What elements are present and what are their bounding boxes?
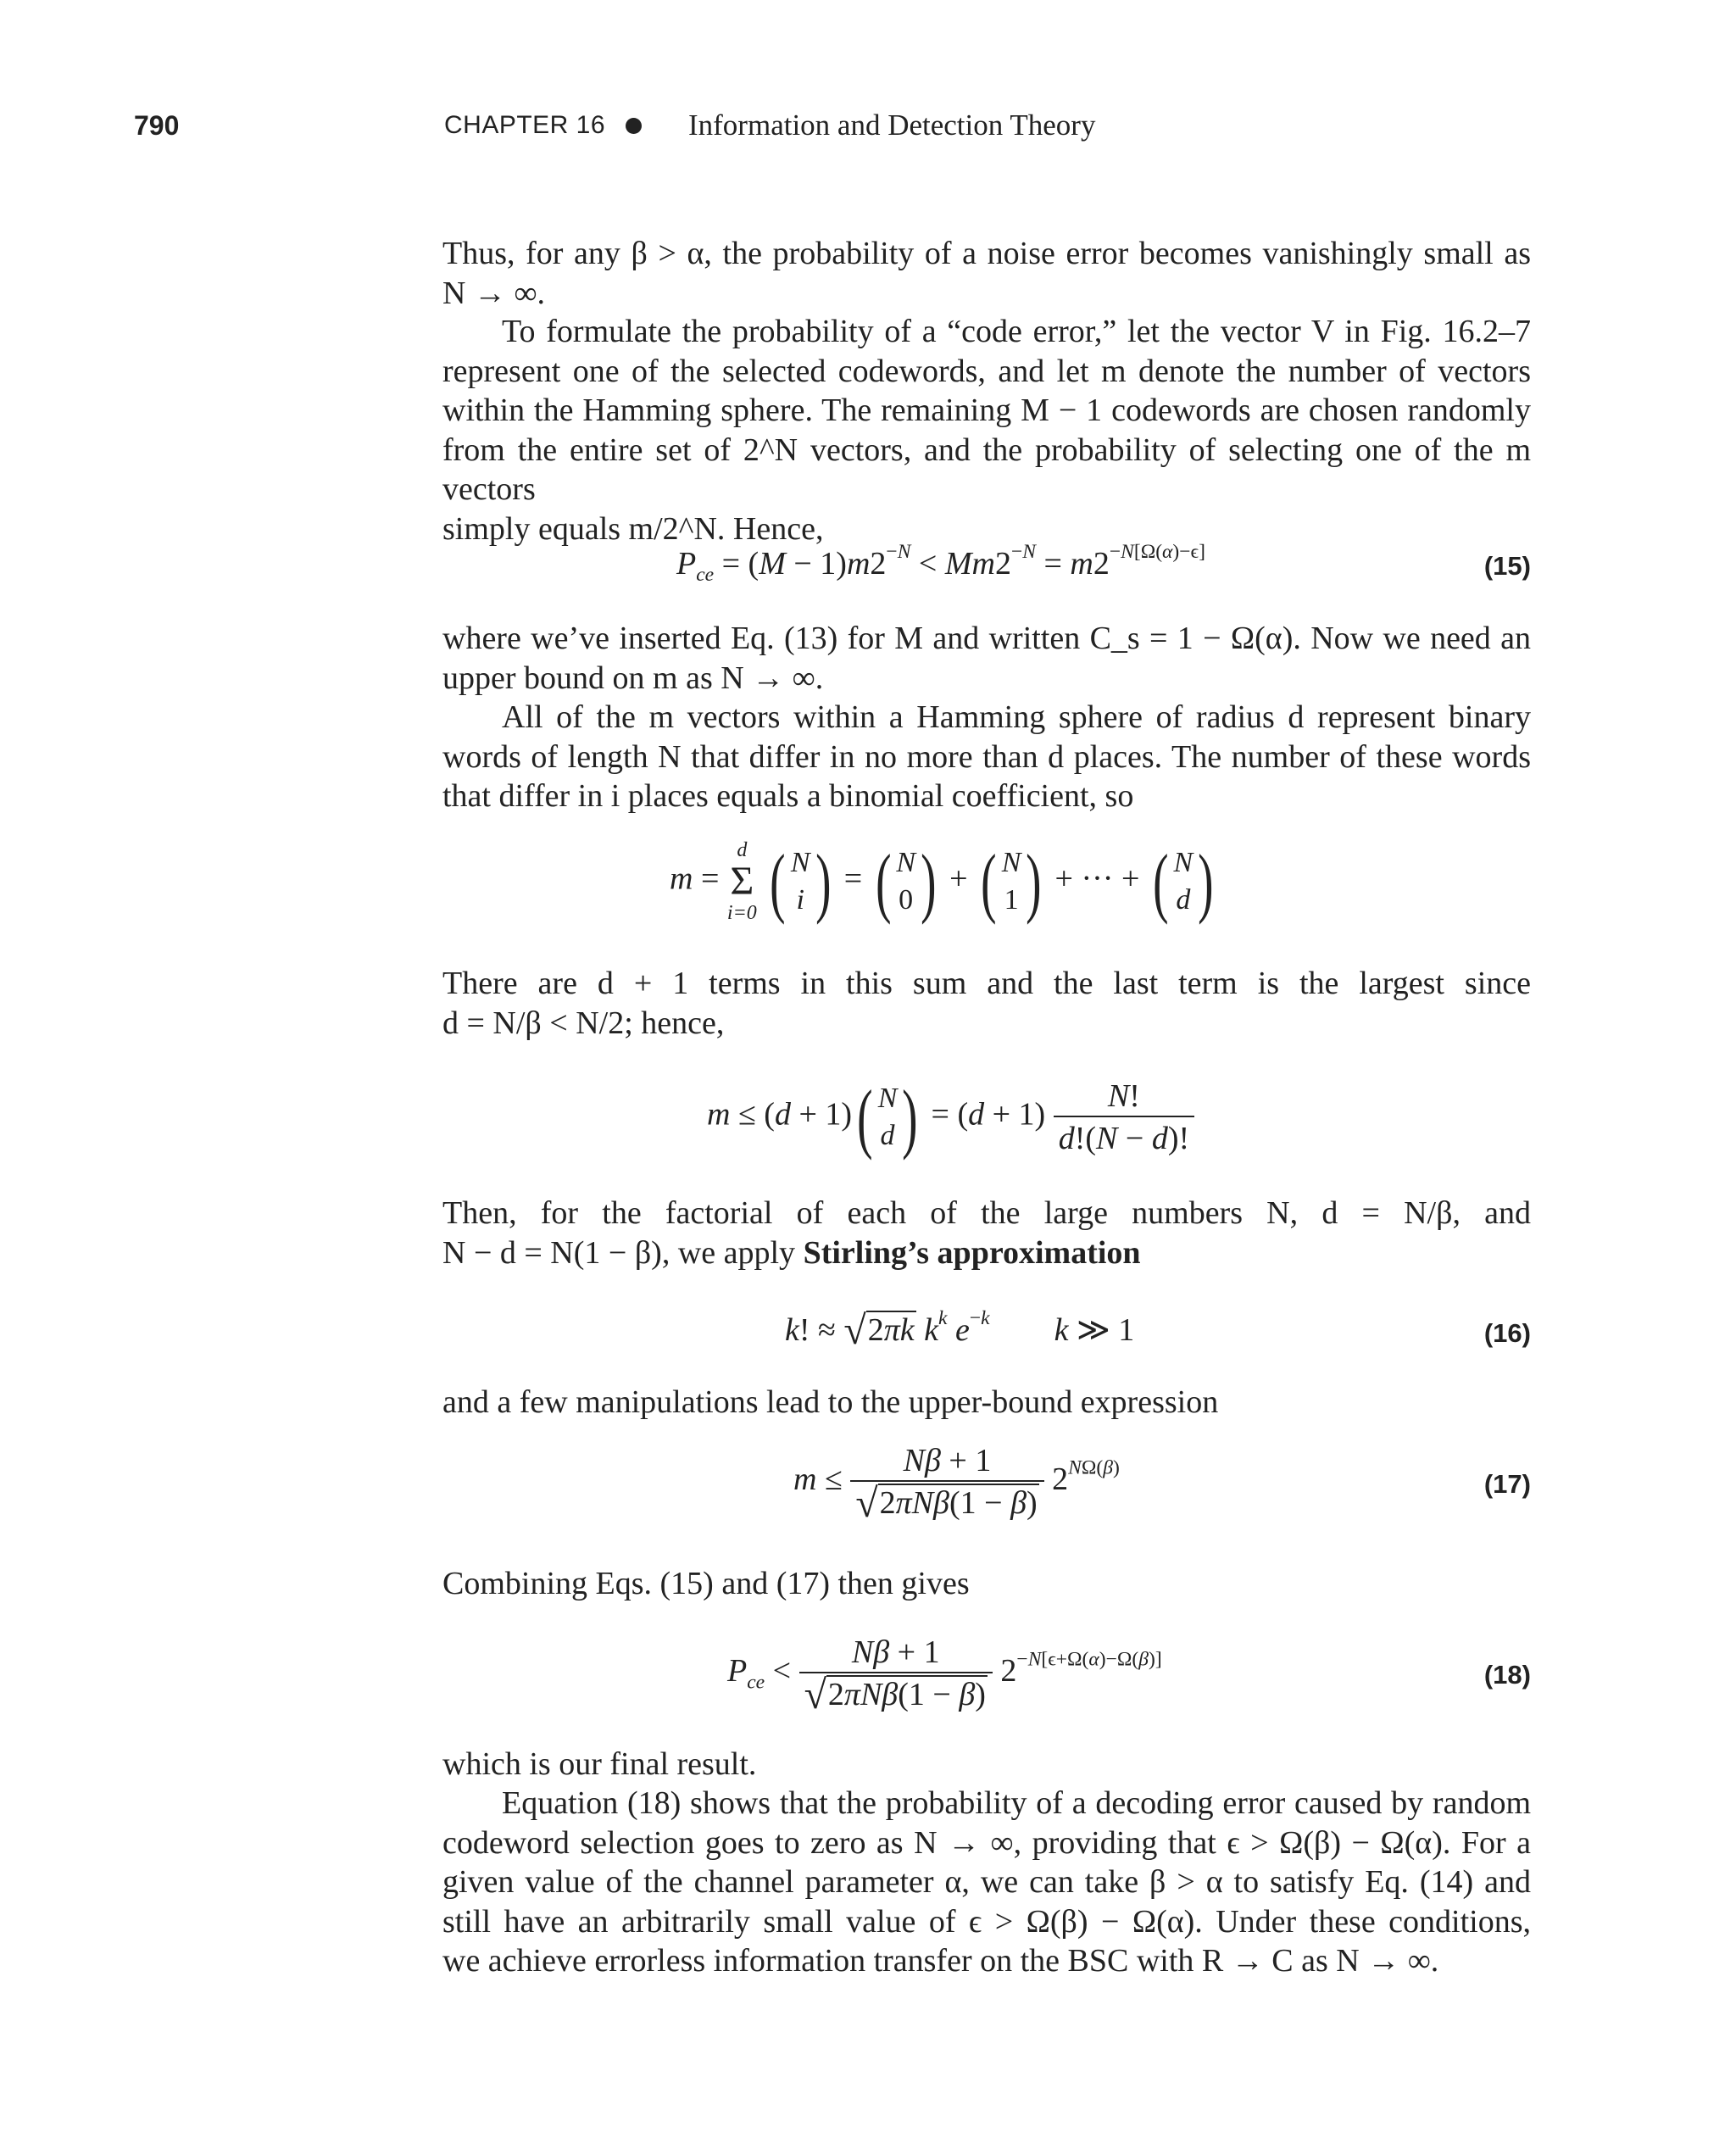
text-line: d = N/β < N/2; hence, xyxy=(442,1005,725,1041)
text-line: given value of the channel parameter α, we can take β > α to satisfy Eq. (14) and xyxy=(442,1864,1531,1900)
paragraph-hamming xyxy=(442,698,1531,816)
text-line: that differ in i places equals a binomial coefficient, so xyxy=(442,778,1134,814)
equation-number: (16) xyxy=(1483,1318,1531,1348)
equation-18: $P_{ce}$ < $\frac{N\beta + 1}{\text{√2πNβ(1 − β)}}$ $2^{-N[\epsilon+\Omega(\alpha)-\Omega(\beta)]}$ xyxy=(727,1634,1162,1718)
text-line: Thus, for any β > α, the probability of a noise error becomes vanishingly small as xyxy=(442,236,1531,271)
text-line: within the Hamming sphere. The remaining M − 1 codewords are chosen randomly xyxy=(442,392,1531,428)
equation-binomial-sum: m = d Σ i=0 ( N i ) = ( N 0) + ( N 1) + ··· + ( N d) xyxy=(670,838,1214,925)
text-line: where we’ve inserted Eq. (13) for M and written C_s = 1 − Ω(α). Now we need an xyxy=(442,621,1531,656)
equation-number: (15) xyxy=(1483,551,1531,581)
text-line: upper bound on m as N → ∞. xyxy=(442,660,824,696)
text-line: There are d + 1 terms in this sum and the last term is the largest since xyxy=(442,966,1531,1001)
text-line: N → ∞. xyxy=(442,275,546,311)
text-line: represent one of the selected codewords, and let m denote the number of vectors xyxy=(442,353,1531,389)
text-line: we achieve errorless information transfer on the BSC with R → C as N → ∞. xyxy=(442,1943,1439,1979)
paragraph-combining xyxy=(442,1564,1531,1604)
text-line: words of length N that differ in no more than d places. The number of these words xyxy=(442,738,1531,775)
text-line: and a few manipulations lead to the upper-bound expression xyxy=(442,1384,1219,1420)
text-line: To formulate the probability of a “code error,” let the vector V in Fig. 16.2–7 xyxy=(502,314,1531,349)
paragraph-terms xyxy=(442,964,1531,1043)
text-line: from the entire set of 2^N vectors, and the probability of selecting one of the m vectors xyxy=(442,431,1531,507)
paragraph-code-error xyxy=(442,312,1531,548)
text-line: Combining Eqs. (15) and (17) then gives xyxy=(442,1566,970,1601)
chapter-label: CHAPTER 16 xyxy=(444,111,606,139)
page-number: 790 xyxy=(134,110,180,141)
stirling-term: Stirling’s approximation xyxy=(803,1234,1141,1271)
paragraph-manipulations xyxy=(442,1383,1531,1422)
equation-number: (18) xyxy=(1483,1660,1531,1690)
text-line: simply equals m/2^N. Hence, xyxy=(442,510,824,547)
text-line: All of the m vectors within a Hamming sphere of radius d represent binary xyxy=(502,699,1531,735)
paragraph-where xyxy=(442,619,1531,698)
header-bullet xyxy=(626,118,642,134)
equation-m-bound: m ≤ (d + 1)( N d) = (d + 1) $\frac{N!}{d!(N - d)!}$ xyxy=(707,1077,1194,1158)
equation-17: m ≤ $\frac{N\beta + 1}{\text{√2πNβ(1 − β)}}$ $2^{N\Omega(\beta)}$ xyxy=(793,1443,1120,1526)
paragraph-conclusion xyxy=(442,1784,1531,1981)
equation-16: k! ≈ √2πk $k^k$ $e^{-k}$ k ≫ 1 xyxy=(785,1307,1135,1353)
equation-number: (17) xyxy=(1483,1469,1531,1499)
text-fragment: N − d = N(1 − β), we apply xyxy=(442,1234,796,1271)
equation-15: $P_{ce} = (M - 1)m2^{-N} < Mm2^{-N} = m2^{-N[\Omega(\alpha)-\epsilon]}$ xyxy=(676,541,1205,587)
paragraph-stirling xyxy=(442,1194,1531,1272)
text-line: codeword selection goes to zero as N → ∞, providing that ϵ > Ω(β) − Ω(α). For a xyxy=(442,1824,1531,1861)
text-line: Equation (18) shows that the probability of a decoding error caused by random xyxy=(502,1785,1531,1821)
text-line: which is our final result. xyxy=(442,1746,757,1782)
chapter-title: Information and Detection Theory xyxy=(688,109,1096,142)
text-line: still have an arbitrarily small value of ϵ > Ω(β) − Ω(α). Under these conditions, xyxy=(442,1903,1531,1940)
paragraph-final-result xyxy=(442,1745,1531,1784)
paragraph-noise-error xyxy=(442,234,1531,313)
text-line: Then, for the factorial of each of the large numbers N, d = N/β, and xyxy=(442,1195,1531,1231)
text-line xyxy=(442,1233,1531,1273)
